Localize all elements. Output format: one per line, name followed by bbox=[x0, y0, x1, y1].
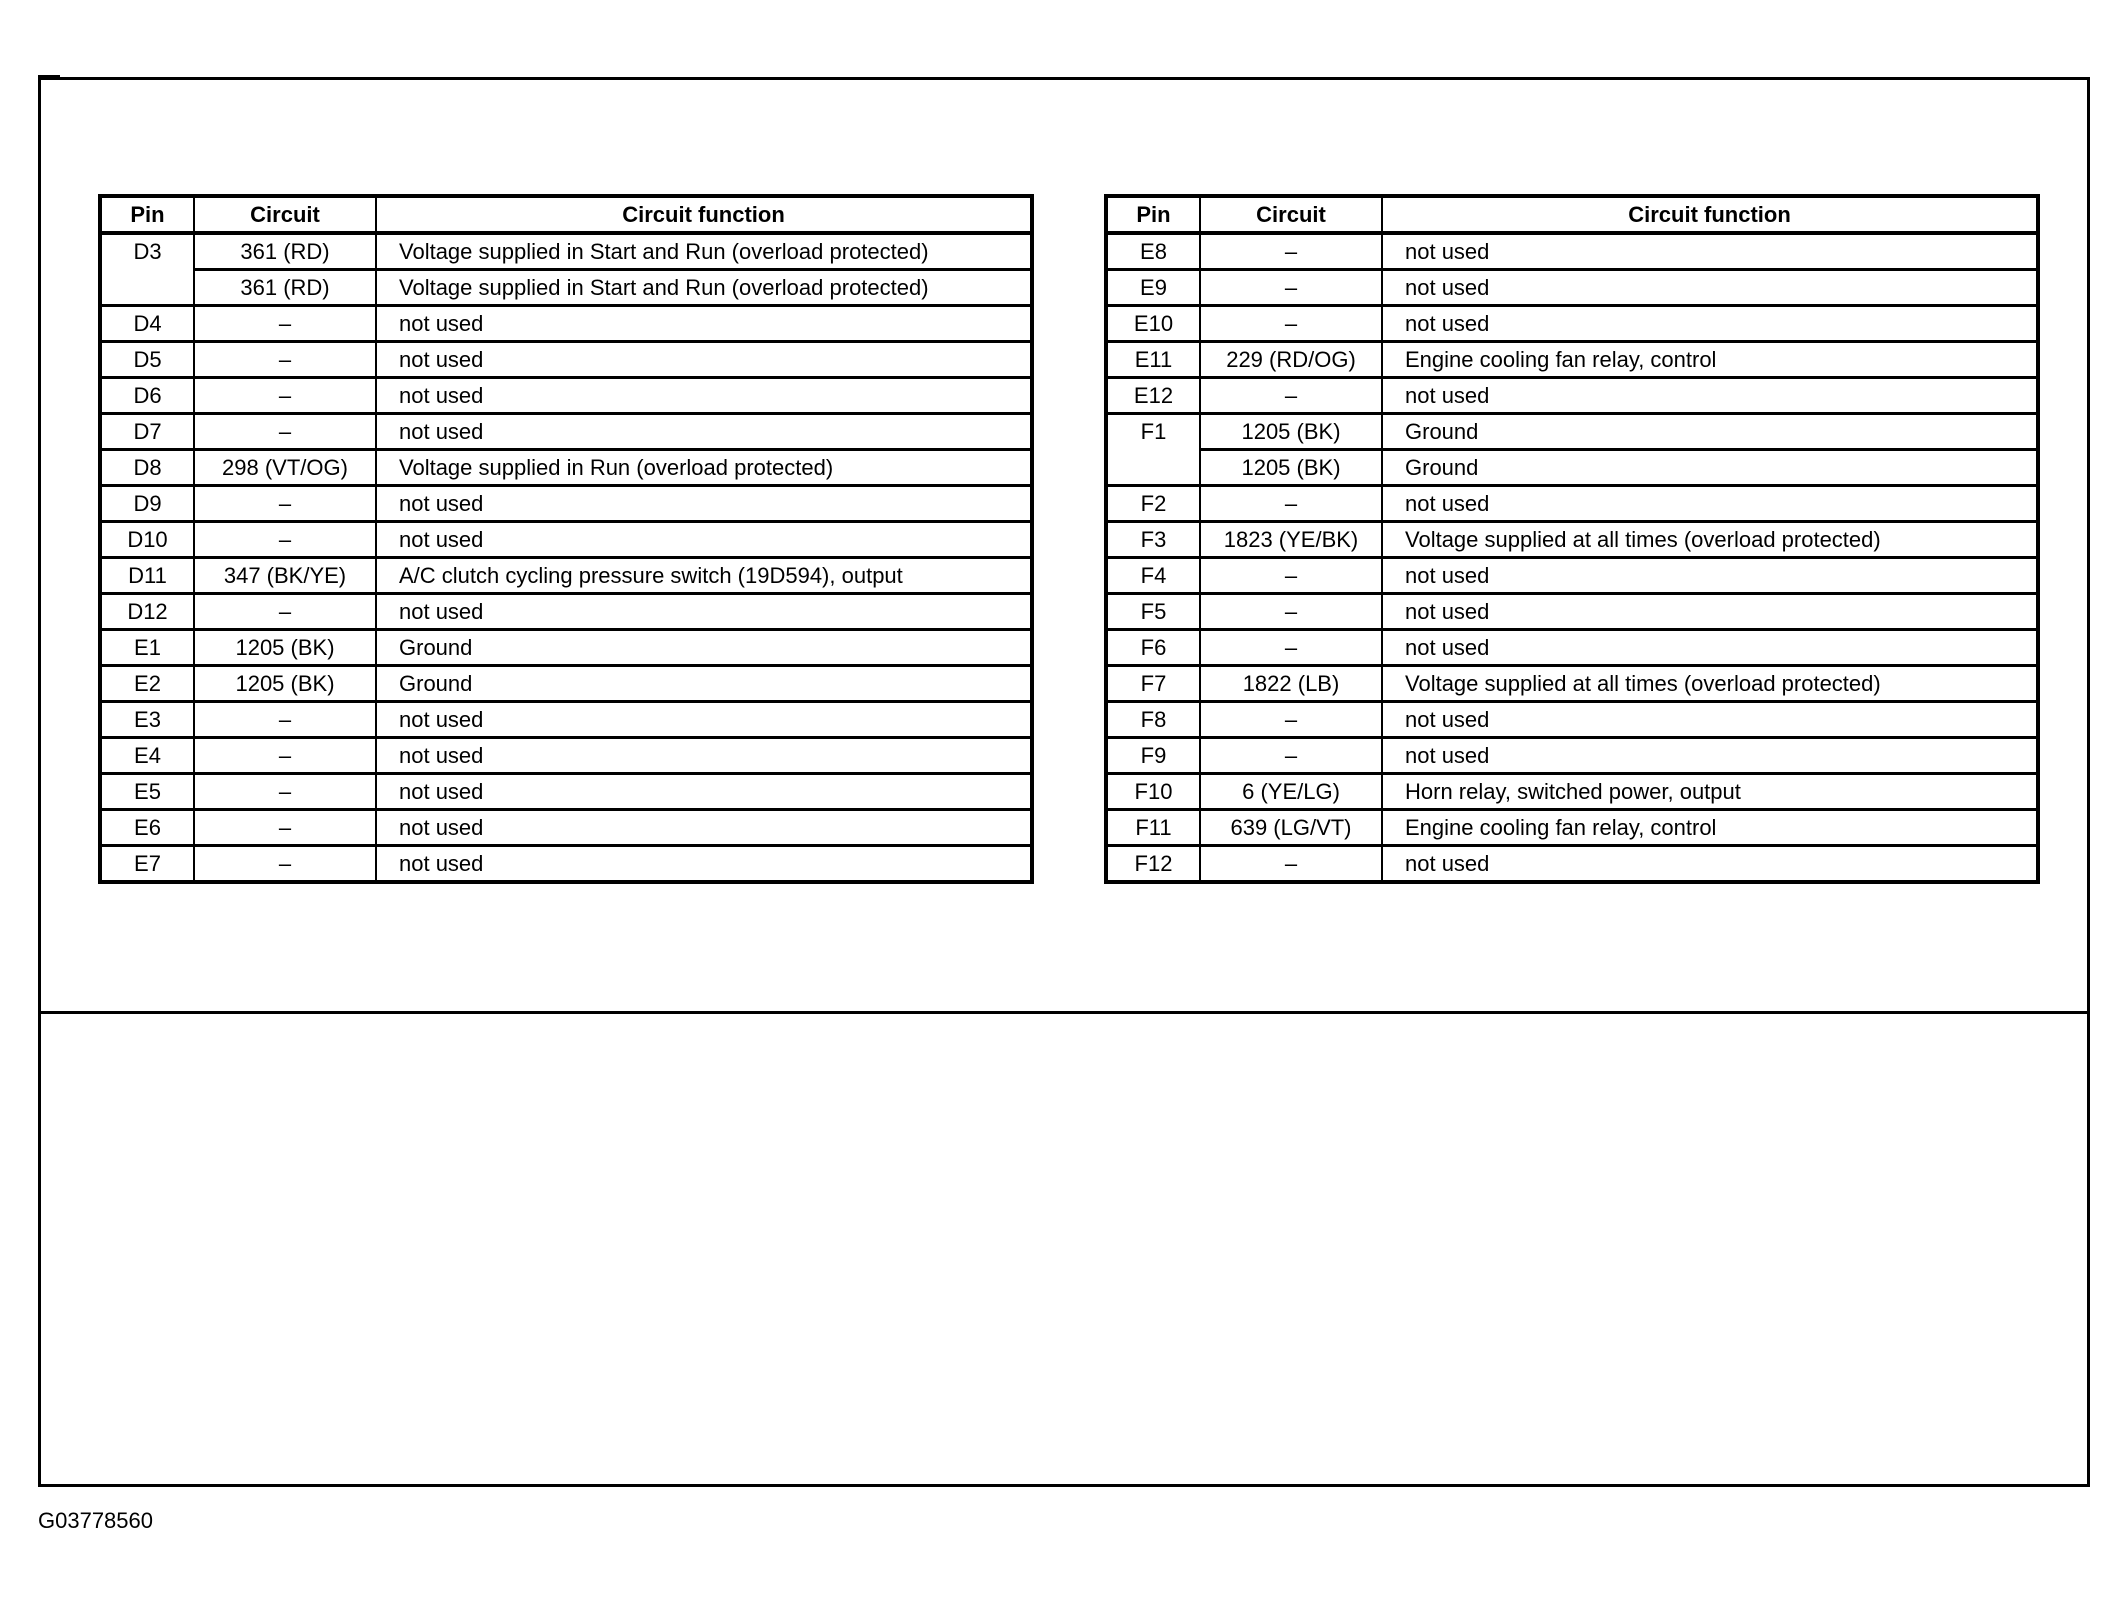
pin-cell: E11 bbox=[1106, 342, 1200, 378]
circuit-cell: – bbox=[194, 522, 376, 558]
pin-cell: F12 bbox=[1106, 846, 1200, 883]
circuit-cell: – bbox=[194, 774, 376, 810]
circuit-cell: 229 (RD/OG) bbox=[1200, 342, 1382, 378]
table-row bbox=[1106, 450, 2038, 486]
circuit-function-cell: not used bbox=[376, 522, 1032, 558]
pin-cell: E3 bbox=[100, 702, 194, 738]
pin-cell: E7 bbox=[100, 846, 194, 883]
circuit-function-cell: not used bbox=[376, 486, 1032, 522]
pin-cell: E4 bbox=[100, 738, 194, 774]
pin-cell: D7 bbox=[100, 414, 194, 450]
table-row bbox=[1106, 738, 2038, 774]
circuit-function-cell: not used bbox=[376, 810, 1032, 846]
table-header-row bbox=[1106, 196, 2038, 233]
circuit-function-cell: not used bbox=[1382, 270, 2038, 306]
header-pin: Pin bbox=[100, 196, 194, 233]
circuit-function-cell: Voltage supplied in Run (overload protected) bbox=[376, 450, 1032, 486]
circuit-cell: – bbox=[1200, 558, 1382, 594]
pin-cell: F2 bbox=[1106, 486, 1200, 522]
circuit-function-cell: not used bbox=[1382, 486, 2038, 522]
table-row bbox=[1106, 774, 2038, 810]
circuit-function-cell: Engine cooling fan relay, control bbox=[1382, 810, 2038, 846]
pin-cell: D11 bbox=[100, 558, 194, 594]
pin-cell: D5 bbox=[100, 342, 194, 378]
circuit-function-cell: not used bbox=[376, 774, 1032, 810]
pin-cell: E10 bbox=[1106, 306, 1200, 342]
circuit-cell: 1205 (BK) bbox=[1200, 414, 1382, 450]
circuit-cell: – bbox=[194, 738, 376, 774]
circuit-function-cell: Voltage supplied in Start and Run (overload protected) bbox=[376, 233, 1032, 270]
pin-cell: D8 bbox=[100, 450, 194, 486]
table-row bbox=[1106, 594, 2038, 630]
circuit-function-cell: not used bbox=[1382, 594, 2038, 630]
pin-cell: F10 bbox=[1106, 774, 1200, 810]
figure-id: G03778560 bbox=[38, 1508, 153, 1533]
table-row bbox=[1106, 270, 2038, 306]
table-row bbox=[100, 378, 1032, 414]
circuit-cell: – bbox=[1200, 306, 1382, 342]
circuit-function-cell: not used bbox=[376, 738, 1032, 774]
pin-cell: E9 bbox=[1106, 270, 1200, 306]
pin-cell: E2 bbox=[100, 666, 194, 702]
circuit-cell: 361 (RD) bbox=[194, 270, 376, 306]
circuit-function-cell: Horn relay, switched power, output bbox=[1382, 774, 2038, 810]
circuit-cell: – bbox=[1200, 846, 1382, 883]
pin-cell: E12 bbox=[1106, 378, 1200, 414]
circuit-cell: – bbox=[194, 414, 376, 450]
circuit-function-cell: Voltage supplied in Start and Run (overload protected) bbox=[376, 270, 1032, 306]
circuit-function-cell: Ground bbox=[1382, 450, 2038, 486]
pin-cell: F11 bbox=[1106, 810, 1200, 846]
circuit-cell: – bbox=[1200, 233, 1382, 270]
circuit-function-cell: not used bbox=[1382, 702, 2038, 738]
circuit-function-cell: A/C clutch cycling pressure switch (19D594), output bbox=[376, 558, 1032, 594]
table-row bbox=[100, 666, 1032, 702]
circuit-function-cell: not used bbox=[376, 846, 1032, 883]
circuit-function-cell: not used bbox=[1382, 233, 2038, 270]
circuit-cell: – bbox=[194, 486, 376, 522]
circuit-cell: 1823 (YE/BK) bbox=[1200, 522, 1382, 558]
circuit-cell: 347 (BK/YE) bbox=[194, 558, 376, 594]
header-pin: Pin bbox=[1106, 196, 1200, 233]
frame-divider bbox=[38, 1011, 2090, 1014]
circuit-function-cell: not used bbox=[376, 378, 1032, 414]
circuit-function-cell: Voltage supplied at all times (overload protected) bbox=[1382, 666, 2038, 702]
circuit-cell: 298 (VT/OG) bbox=[194, 450, 376, 486]
circuit-function-cell: not used bbox=[1382, 738, 2038, 774]
pin-cell: F9 bbox=[1106, 738, 1200, 774]
table-row bbox=[100, 810, 1032, 846]
circuit-cell: – bbox=[194, 594, 376, 630]
table-row bbox=[100, 702, 1032, 738]
circuit-function-cell: Ground bbox=[376, 630, 1032, 666]
pin-cell: D12 bbox=[100, 594, 194, 630]
circuit-cell: 1205 (BK) bbox=[194, 666, 376, 702]
pin-cell: D10 bbox=[100, 522, 194, 558]
table-row bbox=[100, 342, 1032, 378]
pin-cell: F4 bbox=[1106, 558, 1200, 594]
pin-table-right bbox=[1104, 194, 2040, 884]
circuit-function-cell: not used bbox=[1382, 558, 2038, 594]
table-row bbox=[1106, 810, 2038, 846]
circuit-cell: – bbox=[194, 342, 376, 378]
header-circuit-function: Circuit function bbox=[376, 196, 1032, 233]
pin-cell: F7 bbox=[1106, 666, 1200, 702]
circuit-cell: – bbox=[1200, 702, 1382, 738]
pin-cell: F8 bbox=[1106, 702, 1200, 738]
circuit-cell: – bbox=[194, 306, 376, 342]
circuit-cell: – bbox=[1200, 270, 1382, 306]
circuit-cell: – bbox=[194, 810, 376, 846]
pin-cell: D9 bbox=[100, 486, 194, 522]
pin-cell: F6 bbox=[1106, 630, 1200, 666]
table-row bbox=[100, 738, 1032, 774]
circuit-cell: 639 (LG/VT) bbox=[1200, 810, 1382, 846]
circuit-function-cell: not used bbox=[376, 702, 1032, 738]
circuit-cell: – bbox=[1200, 594, 1382, 630]
pin-cell: D4 bbox=[100, 306, 194, 342]
circuit-cell: 6 (YE/LG) bbox=[1200, 774, 1382, 810]
circuit-cell: 361 (RD) bbox=[194, 233, 376, 270]
circuit-function-cell: not used bbox=[376, 342, 1032, 378]
table-row bbox=[100, 306, 1032, 342]
pin-cell: E6 bbox=[100, 810, 194, 846]
circuit-function-cell: not used bbox=[376, 594, 1032, 630]
table-row bbox=[100, 774, 1032, 810]
pin-cell: F1 bbox=[1106, 414, 1200, 486]
pin-cell: E5 bbox=[100, 774, 194, 810]
circuit-cell: – bbox=[1200, 738, 1382, 774]
pin-table-left bbox=[98, 194, 1034, 884]
circuit-cell: 1205 (BK) bbox=[194, 630, 376, 666]
circuit-function-cell: not used bbox=[1382, 306, 2038, 342]
table-row bbox=[1106, 666, 2038, 702]
circuit-function-cell: not used bbox=[376, 306, 1032, 342]
circuit-cell: 1205 (BK) bbox=[1200, 450, 1382, 486]
table-row bbox=[1106, 233, 2038, 270]
table-row bbox=[100, 486, 1032, 522]
pin-cell: E8 bbox=[1106, 233, 1200, 270]
table-row bbox=[1106, 486, 2038, 522]
header-circuit-function: Circuit function bbox=[1382, 196, 2038, 233]
table-row bbox=[100, 522, 1032, 558]
table-row bbox=[1106, 306, 2038, 342]
pin-cell: D6 bbox=[100, 378, 194, 414]
table-header-row bbox=[100, 196, 1032, 233]
header-circuit: Circuit bbox=[194, 196, 376, 233]
pin-cell: F3 bbox=[1106, 522, 1200, 558]
circuit-cell: 1822 (LB) bbox=[1200, 666, 1382, 702]
circuit-cell: – bbox=[194, 378, 376, 414]
circuit-cell: – bbox=[194, 702, 376, 738]
pin-cell: D3 bbox=[100, 233, 194, 306]
table-row bbox=[100, 594, 1032, 630]
circuit-cell: – bbox=[194, 846, 376, 883]
circuit-function-cell: Engine cooling fan relay, control bbox=[1382, 342, 2038, 378]
table-row bbox=[100, 414, 1032, 450]
circuit-function-cell: not used bbox=[376, 414, 1032, 450]
circuit-function-cell: not used bbox=[1382, 846, 2038, 883]
circuit-cell: – bbox=[1200, 486, 1382, 522]
pin-cell: F5 bbox=[1106, 594, 1200, 630]
table-row bbox=[100, 846, 1032, 883]
table-row bbox=[1106, 702, 2038, 738]
table-row bbox=[1106, 522, 2038, 558]
table-row bbox=[1106, 414, 2038, 450]
circuit-function-cell: Ground bbox=[1382, 414, 2038, 450]
table-row bbox=[1106, 846, 2038, 883]
table-row bbox=[1106, 378, 2038, 414]
table-row bbox=[100, 450, 1032, 486]
circuit-function-cell: not used bbox=[1382, 378, 2038, 414]
circuit-cell: – bbox=[1200, 378, 1382, 414]
circuit-function-cell: not used bbox=[1382, 630, 2038, 666]
table-row bbox=[1106, 558, 2038, 594]
table-row bbox=[100, 558, 1032, 594]
circuit-function-cell: Voltage supplied at all times (overload protected) bbox=[1382, 522, 2038, 558]
pin-cell: E1 bbox=[100, 630, 194, 666]
table-row bbox=[100, 270, 1032, 306]
table-row bbox=[100, 630, 1032, 666]
table-row bbox=[1106, 630, 2038, 666]
table-row bbox=[100, 233, 1032, 270]
circuit-cell: – bbox=[1200, 630, 1382, 666]
circuit-function-cell: Ground bbox=[376, 666, 1032, 702]
header-circuit: Circuit bbox=[1200, 196, 1382, 233]
table-row bbox=[1106, 342, 2038, 378]
